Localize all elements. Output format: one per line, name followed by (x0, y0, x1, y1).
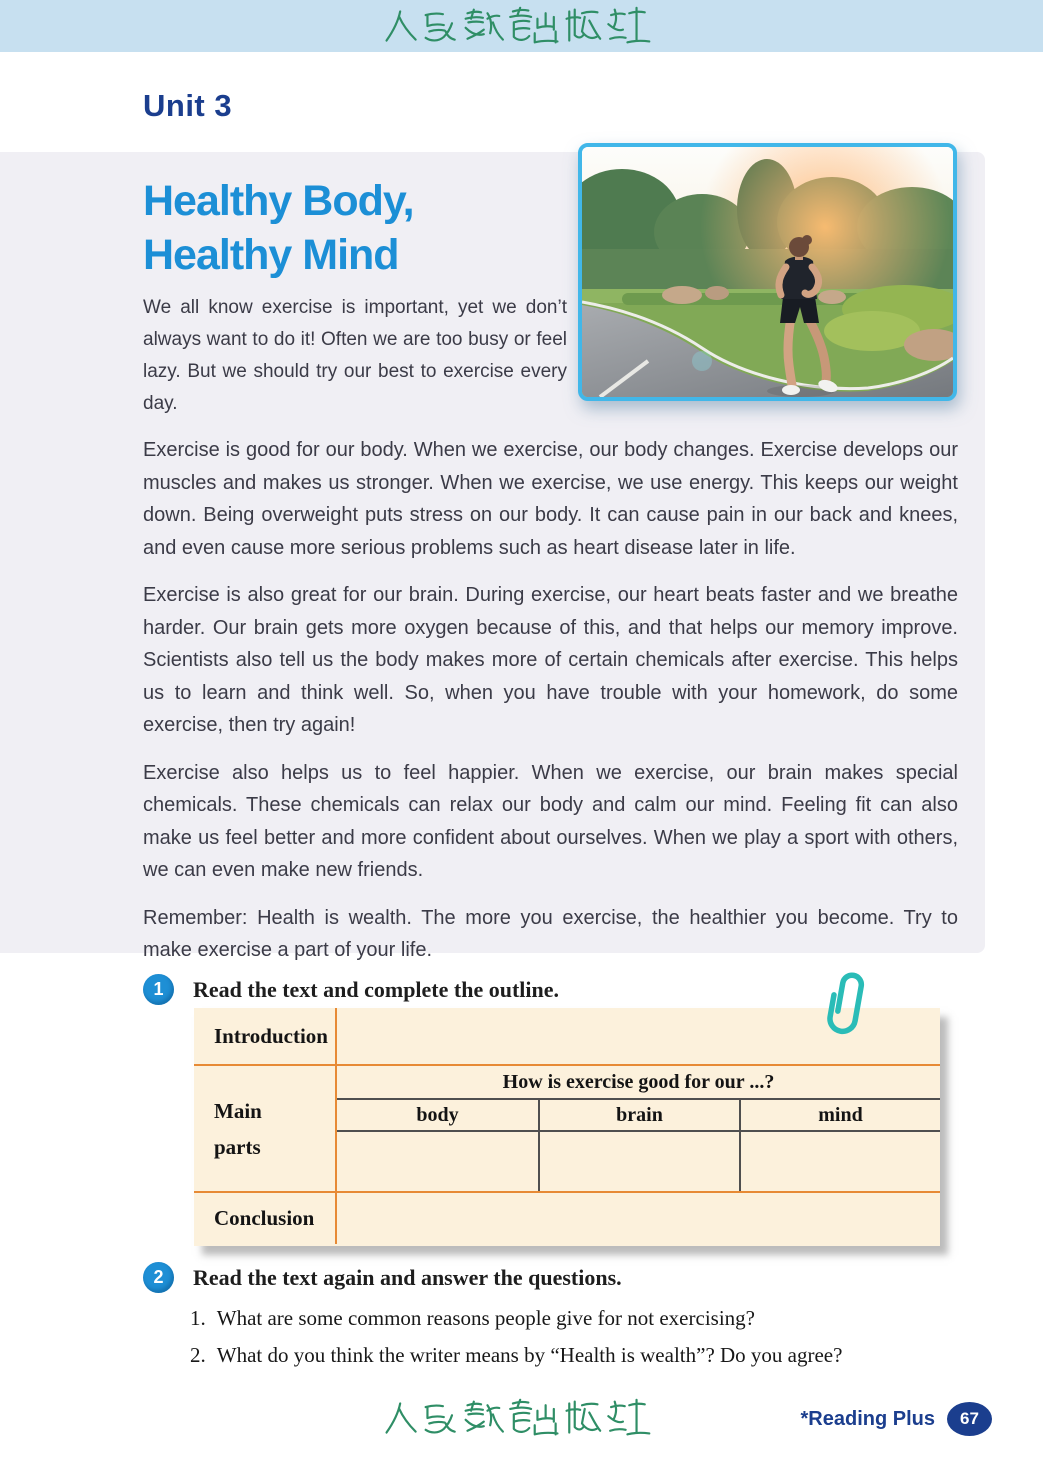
outline-column-body: body (416, 1103, 459, 1126)
outline-label-main-parts-text: Main parts (214, 1098, 262, 1159)
page-number-badge: 67 (947, 1402, 992, 1436)
outline-body-answer-cell[interactable] (337, 1132, 538, 1191)
bottom-publisher-logo (0, 1398, 1043, 1438)
paragraph-body: Exercise is good for our body. When we exercise, our body changes. Exercise develops our muscles and makes us stronger. When we exercise, we use energy. This keeps our weight down. Being overweight puts stress on our body. It can cause pain in our back and knees, and even cause more serious problems such as heart disease later in life. (143, 439, 958, 559)
activity-2-header (143, 1262, 622, 1293)
jogging-photo (578, 143, 957, 401)
outline-column-headers (337, 1098, 940, 1132)
question-1-text: What are some common reasons people give for not exercising? (216, 1306, 755, 1330)
outline-column-brain: brain (538, 1100, 739, 1130)
question-list (190, 1300, 842, 1374)
question-2-text: What do you think the writer means by “Health is wealth”? Do you agree? (216, 1343, 843, 1367)
outline-conclusion-answer-cell[interactable] (337, 1193, 940, 1244)
outline-mind-answer-cell[interactable] (739, 1132, 940, 1191)
activity-2-instruction: Read the text again and answer the questions. (193, 1265, 622, 1290)
outline-row-main-parts (194, 1066, 940, 1193)
activity-1-header (143, 974, 559, 1005)
activity-1-number-badge: 1 (143, 974, 174, 1005)
intro-paragraph: We all know exercise is important, yet we don’t always want to do it! Often we are too busy or feel lazy. But we should try our best to exercise every day. (143, 297, 567, 414)
activity-2-number-badge: 2 (143, 1262, 174, 1293)
outline-label-main-parts (194, 1066, 337, 1191)
question-1-number: 1. (190, 1306, 206, 1330)
outline-label-introduction-text: Introduction (214, 1023, 328, 1048)
paragraph-mind: Exercise also helps us to feel happier. When we exercise, our brain makes special chemicals. These chemicals can relax our body and calm our mind. Feeling fit can also make us feel better and more confident about ourselves. When we play a sport with others, we can even make new friends. (143, 761, 958, 881)
question-2 (190, 1337, 842, 1374)
activity-1-instruction: Read the text and complete the outline. (193, 977, 560, 1002)
outline-row-conclusion (194, 1193, 940, 1244)
paragraph-brain: Exercise is also great for our brain. During exercise, our heart beats faster and we breathe harder. Our brain gets more oxygen because of this, and that helps our memory improve. Scientists also tell us the body makes more of certain chemicals after exercise. This helps us to learn and think well. So, when you have trouble with your homework, do some exercise, then try again! (143, 584, 958, 736)
question-1 (190, 1300, 842, 1337)
jogging-photo-illustration (582, 147, 953, 397)
outline-question: How is exercise good for our ...? (502, 1070, 775, 1093)
question-2-number: 2. (190, 1343, 206, 1367)
outline-column-mind: mind (739, 1100, 940, 1130)
outline-label-conclusion-text: Conclusion (214, 1206, 315, 1230)
reading-title-line1: Healthy Body, (143, 177, 414, 225)
unit-title: Unit 3 (143, 88, 233, 123)
reading-plus-label: *Reading Plus (800, 1407, 935, 1430)
paragraph-conclusion: Remember: Health is wealth. The more you exercise, the healthier you become. Try to make exercise a part of your life. (143, 906, 958, 961)
outline-answer-cells (337, 1132, 940, 1191)
reading-title-line2: Healthy Mind (143, 231, 399, 279)
outline-label-conclusion (194, 1193, 337, 1244)
outline-brain-answer-cell[interactable] (538, 1132, 739, 1191)
outline-table (194, 1008, 940, 1246)
publisher-logo-icon (372, 6, 672, 46)
publisher-logo-icon (372, 1398, 672, 1438)
outline-label-introduction (194, 1008, 337, 1064)
top-banner (0, 0, 1043, 52)
